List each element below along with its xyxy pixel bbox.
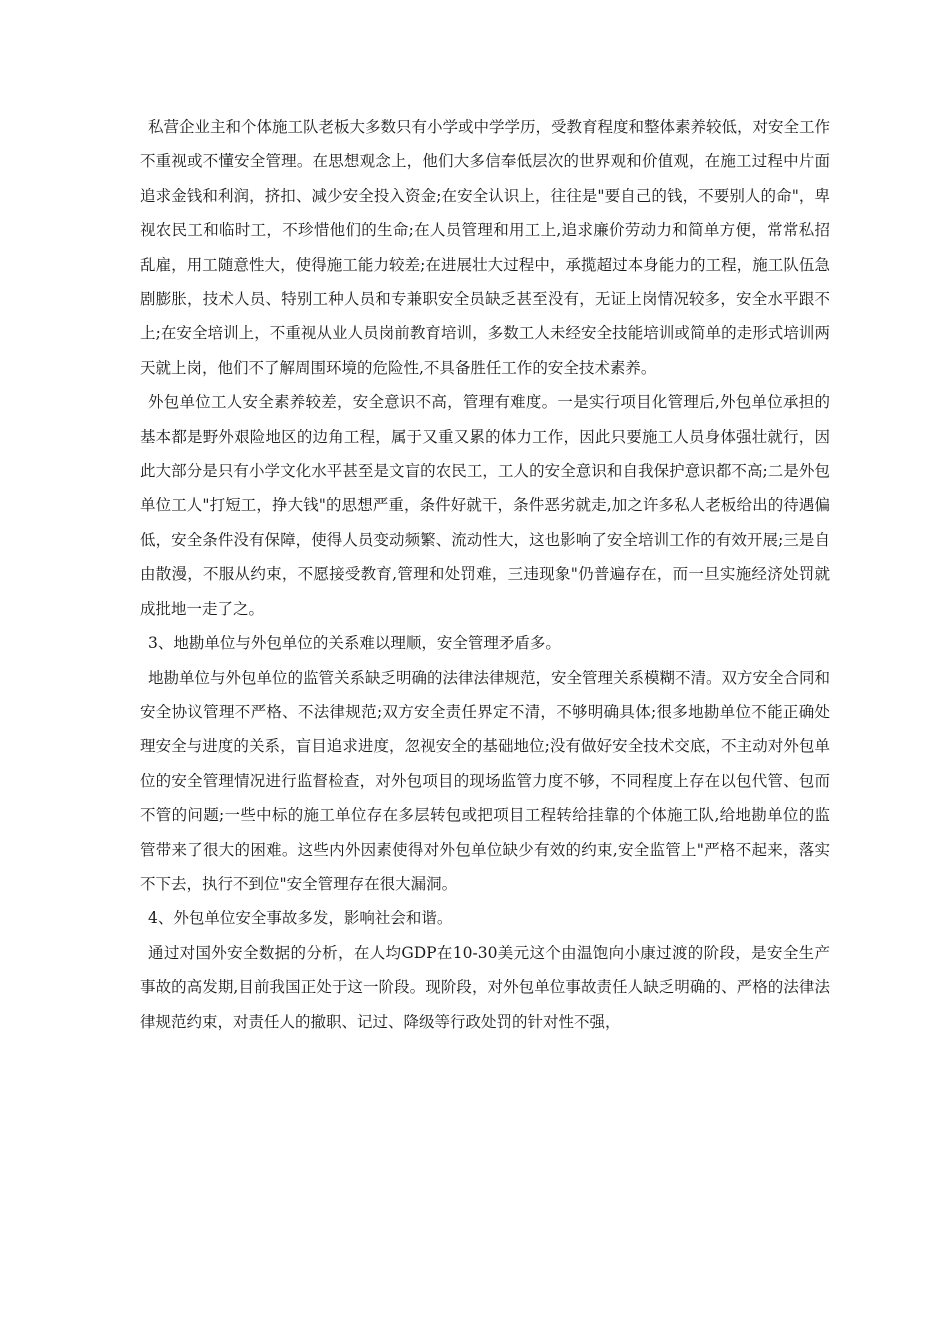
paragraph-owner-quality: 私营企业主和个体施工队老板大多数只有小学或中学学历，受教育程度和整体素养较低，对安全工作不重视或不懂安全管理。在思想观念上，他们大多信奉低层次的世界观和价值观，在施工过程中片面追求金钱和利润，挤扣、减少安全投入资金;在安全认识上，往往是"要自己的钱，不要别人的命"，卑视农民工和临时工，不珍惜他们的生命;在人员管理和用工上,追求廉价劳动力和简单方便，常常私招乱雇，用工随意性大，使得施工能力较差;在进展壮大过程中，承揽超过本身能力的工程，施工队伍急剧膨胀，技术人员、特别工种人员和专兼职安全员缺乏甚至没有，无证上岗情况较多，安全水平跟不上;在安全培训上，不重视从业人员岗前教育培训，多数工人未经安全技能培训或简单的走形式培训两天就上岗，他们不了解周围环境的危险性,不具备胜任工作的安全技术素养。 xyxy=(140,118,831,377)
section-heading-4: 4、外包单位安全事故多发，影响社会和谐。 xyxy=(148,909,453,928)
paragraph-supervision-relation: 地勘单位与外包单位的监管关系缺乏明确的法律法律规范，安全管理关系模糊不清。双方安全合同和安全协议管理不严格、不法律规范;双方安全责任界定不清，不够明确具体;很多地勘单位不能正确处理安全与进度的关系，盲目追求进度，忽视安全的基础地位;没有做好安全技术交底，不主动对外包单位的安全管理情况进行监督检查，对外包项目的现场监管力度不够，不同程度上存在以包代管、包而不管的问题;一些中标的施工单位存在多层转包或把项目工程转给挂靠的个体施工队,给地勘单位的监管带来了很大的困难。这些内外因素使得对外包单位缺少有效的约束,安全监管上"严格不起来，落实不下去，执行不到位"安全管理存在很大漏洞。 xyxy=(140,668,831,893)
paragraph-worker-quality: 外包单位工人安全素养较差，安全意识不高，管理有难度。一是实行项目化管理后,外包单位承担的基本都是野外艰险地区的边角工程，属于又重又累的体力工作，因此只要施工人员身体强壮就行，因此大部分是只有小学文化水平甚至是文盲的农民工，工人的安全意识和自我保护意识都不高;二是外包单位工人"打短工，挣大钱"的思想严重，条件好就干，条件恶劣就走,加之许多私人老板给出的待遇偏低，安全条件没有保障，使得人员变动频繁、流动性大，这也影响了安全培训工作的有效开展;三是自由散漫，不服从约束，不愿接受教育,管理和处罚难，三违现象"仍普遍存在，而一旦实施经济处罚就成批地一走了之。 xyxy=(140,393,830,618)
document-page xyxy=(140,110,830,1039)
paragraph-accident-analysis: 通过对国外安全数据的分析，在人均GDP在10-30美元这个由温饱向小康过渡的阶段，是安全生产事故的高发期,目前我国正处于这一阶段。现阶段，对外包单位事故责任人缺乏明确的、严格的法律法律规范约束，对责任人的撤职、记过、降级等行政处罚的针对性不强， xyxy=(140,943,830,1031)
section-heading-3: 3、地勘单位与外包单位的关系难以理顺，安全管理矛盾多。 xyxy=(148,634,561,653)
